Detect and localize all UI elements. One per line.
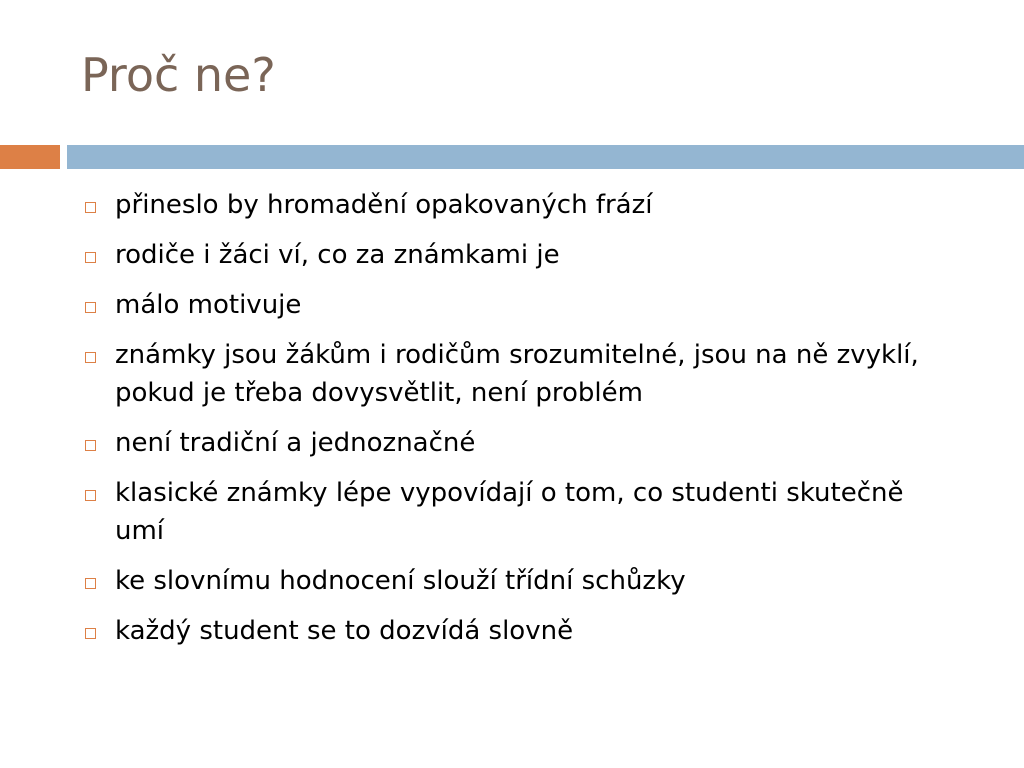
hollow-square-icon bbox=[85, 490, 96, 501]
hollow-square-icon bbox=[85, 578, 96, 589]
hollow-square-icon bbox=[85, 440, 96, 451]
bullet-text: málo motivuje bbox=[115, 290, 302, 320]
hollow-square-icon bbox=[85, 302, 96, 313]
bullet-text: známky jsou žákům i rodičům srozumitelné, jsou na ně zvyklí, pokud je třeba dovysvětlit, není problém bbox=[115, 340, 919, 408]
hollow-square-icon bbox=[85, 628, 96, 639]
hollow-square-icon bbox=[85, 252, 96, 263]
bullet-text: přineslo by hromadění opakovaných frází bbox=[115, 190, 653, 220]
hollow-square-icon bbox=[85, 352, 96, 363]
bullet-list bbox=[81, 186, 951, 650]
hollow-square-icon bbox=[85, 202, 96, 213]
bullet-item bbox=[81, 612, 951, 650]
bullet-text: není tradiční a jednoznačné bbox=[115, 428, 476, 458]
bullet-text: každý student se to dozvídá slovně bbox=[115, 616, 574, 646]
bullet-text: rodiče i žáci ví, co za známkami je bbox=[115, 240, 560, 270]
bullet-item bbox=[81, 236, 951, 274]
bullet-text: klasické známky lépe vypovídají o tom, co studenti skutečně umí bbox=[115, 478, 904, 546]
bullet-item bbox=[81, 474, 951, 550]
slide-title: Proč ne? bbox=[81, 48, 276, 102]
accent-bar-left bbox=[0, 145, 60, 169]
bullet-item bbox=[81, 286, 951, 324]
bullet-item bbox=[81, 336, 951, 412]
slide-content bbox=[81, 186, 951, 662]
bullet-item bbox=[81, 186, 951, 224]
bullet-item bbox=[81, 424, 951, 462]
accent-bar-right bbox=[67, 145, 1024, 169]
bullet-item bbox=[81, 562, 951, 600]
bullet-text: ke slovnímu hodnocení slouží třídní schůzky bbox=[115, 566, 686, 596]
